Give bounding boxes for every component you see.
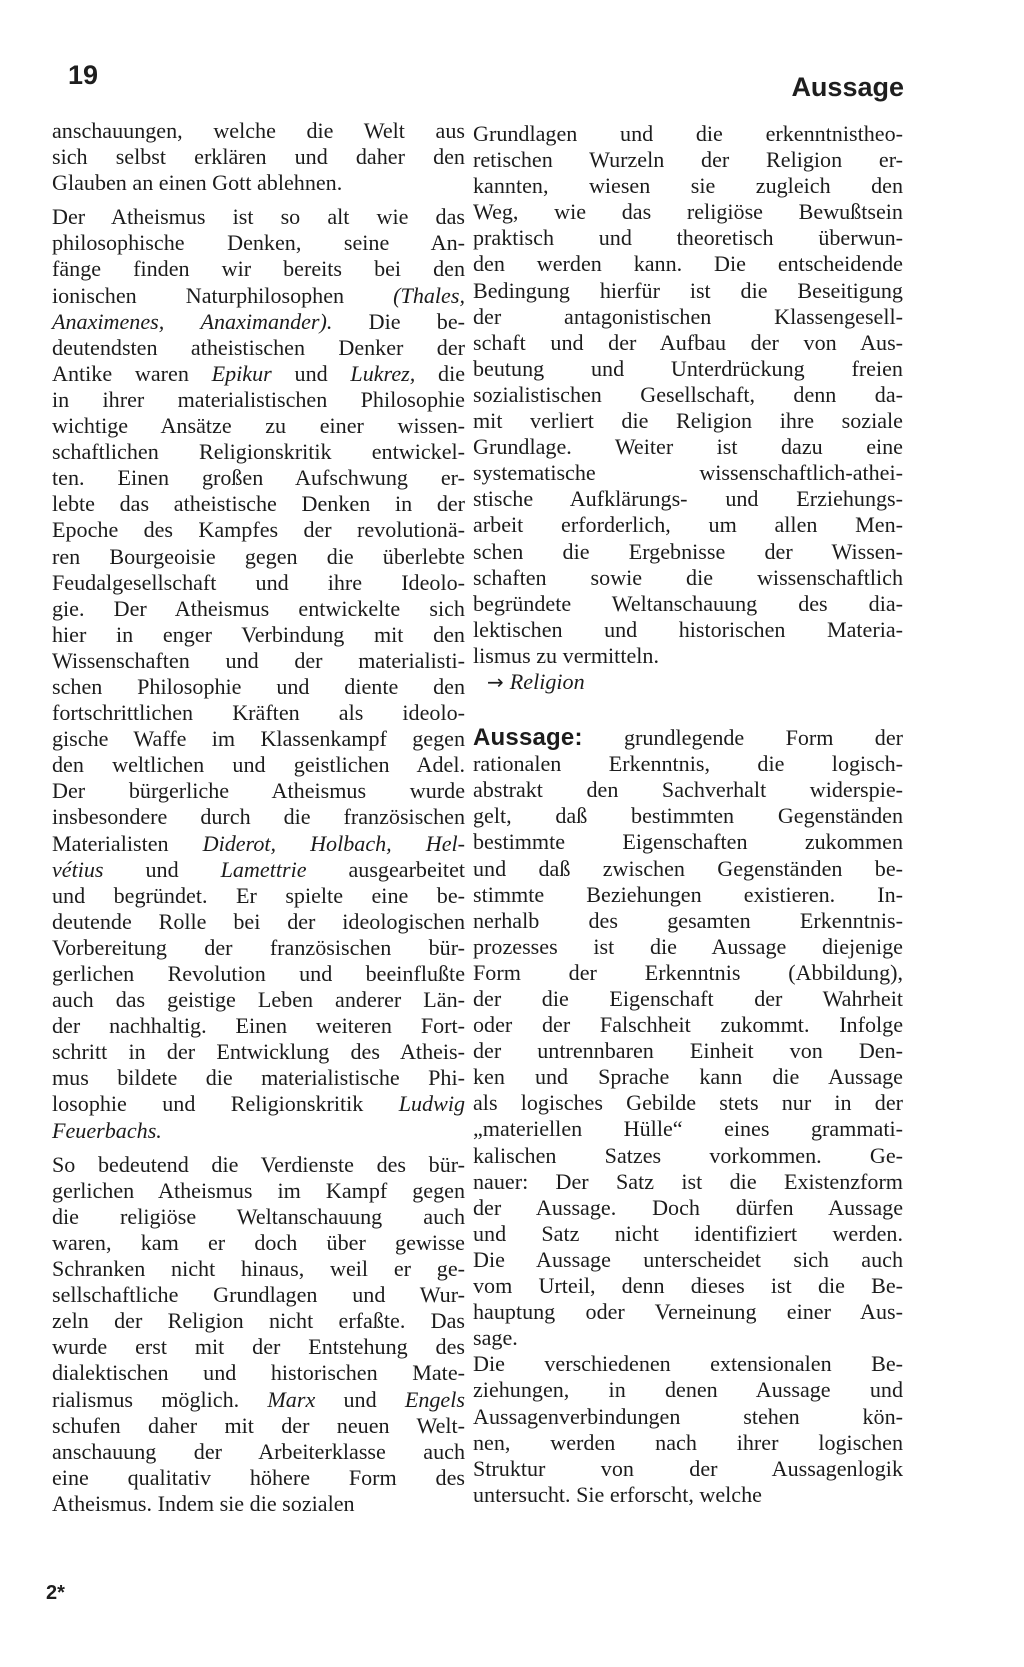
text-line: die religiöse Weltanschauung auch	[52, 1203, 465, 1229]
text-line: Weg, wie das religiöse Bewußtsein	[473, 199, 903, 225]
text-line: praktisch und theoretisch überwun-	[473, 225, 903, 251]
text-line: anschauungen, welche die Welt aus	[52, 118, 465, 143]
text-line: deutende Rolle bei der ideologischen	[52, 908, 465, 934]
paragraph	[473, 1351, 903, 1508]
text-line: begründete Weltanschauung des dia-	[473, 590, 903, 616]
text-line: Grundlage. Weiter ist dazu eine	[473, 434, 903, 460]
text-line: mit verliert die Religion ihre soziale	[473, 408, 903, 434]
text-line: stische Aufklärungs- und Erziehungs-	[473, 486, 904, 512]
text-line: nen, werden nach ihrer logischen	[473, 1429, 903, 1455]
text-line: Der Atheismus ist so alt wie das	[52, 204, 465, 230]
text-line: nerhalb des gesamten Erkenntnis-	[473, 907, 903, 933]
text-line: fortschrittlichen Kräften als ideolo-	[52, 700, 465, 726]
text-line: Feudalgesellschaft und ihre Ideolo-	[52, 569, 466, 595]
text-line: hauptung oder Verneinung einer Aus-	[473, 1299, 903, 1325]
text-line: als logisches Gebilde stets nur in der	[473, 1090, 903, 1116]
text-line: der untrennbaren Einheit von Den-	[473, 1038, 903, 1064]
text-line: den weltlichen und geistlichen Adel.	[52, 752, 465, 778]
text-line: kannten, wiesen sie zugleich den	[473, 173, 903, 199]
text-line: oder der Falschheit zukommt. Infolge	[473, 1012, 903, 1038]
text-line: Struktur von der Aussagenlogik	[473, 1455, 903, 1481]
running-head: Aussage	[791, 72, 904, 102]
paragraph	[52, 1152, 465, 1517]
text-line: schaftlichen Religionskritik entwickel-	[52, 439, 465, 465]
text-line: gerlichen Atheismus im Kampf gegen	[52, 1177, 466, 1203]
text-line: ten. Einen großen Aufschwung er-	[52, 465, 465, 491]
text-line: hier in enger Verbindung mit den	[52, 621, 465, 647]
text-line: schen die Ergebnisse der Wissen-	[473, 538, 903, 564]
text-line: und Satz nicht identifiziert werden.	[473, 1220, 903, 1246]
text-line: abstrakt den Sachverhalt widerspie-	[473, 777, 903, 803]
text-line: lismus zu vermitteln.	[473, 642, 659, 668]
text-line: Der bürgerliche Atheismus wurde	[52, 778, 465, 804]
text-line: dialektischen und historischen Mate-	[52, 1360, 465, 1386]
text-line: zeln der Religion nicht erfaßte. Das	[52, 1308, 466, 1334]
text-line: Schranken nicht hinaus, weil er ge-	[52, 1256, 466, 1282]
text-line: Wissenschaften und der materialisti-	[52, 647, 465, 673]
text-line: Atheismus. Indem sie die sozialen	[52, 1490, 355, 1516]
entry-first-line	[473, 725, 903, 751]
signature-mark: 2*	[46, 1582, 65, 1604]
text-line: deutendsten atheistischen Denker der	[52, 334, 465, 360]
text-line: schaften sowie die wissenschaftlich	[473, 564, 903, 590]
text-line: der antagonistischen Klassengesell-	[473, 303, 903, 329]
cross-reference-target: Religion	[509, 668, 585, 694]
text-line: insbesondere durch die französischen	[52, 804, 465, 830]
text-line: rationalen Erkenntnis, die logisch-	[473, 751, 903, 777]
text-line: gische Waffe im Klassenkampf gegen	[52, 726, 465, 752]
paragraph	[473, 121, 903, 669]
text-line: lebte das atheistische Denken in der	[52, 491, 466, 517]
text-line: losophie und Religionskritik Ludwig	[52, 1091, 466, 1117]
text-line: der die Eigenschaft der Wahrheit	[473, 986, 903, 1011]
text-line: eine qualitativ höhere Form des	[52, 1464, 465, 1490]
text-line: ziehungen, in denen Aussage und	[473, 1377, 903, 1403]
text-line: Form der Erkenntnis (Abbildung),	[473, 959, 903, 985]
text-line: Die verschiedenen extensionalen Be-	[473, 1351, 903, 1377]
text-line: sozialistischen Gesellschaft, denn da-	[473, 381, 903, 407]
text-line: bestimmte Eigenschaften zukommen	[473, 829, 903, 855]
page-number: 19	[68, 60, 99, 90]
text-line: Glauben an einen Gott ablehnen.	[52, 170, 343, 196]
text-line: sage.	[473, 1325, 518, 1351]
text-line: der Aussage. Doch dürfen Aussage	[473, 1194, 903, 1220]
text-line: der nachhaltig. Einen weiteren Fort-	[52, 1013, 465, 1039]
left-column	[52, 118, 465, 1517]
text-line: Anaximenes, Anaximander). Die be-	[52, 308, 465, 334]
text-line: untersucht. Sie erforscht, welche	[473, 1481, 762, 1507]
right-column	[473, 121, 903, 1508]
text-line: und begründet. Er spielte eine be-	[52, 882, 466, 908]
text-line: vétius und Lamettrie ausgearbeitet	[52, 856, 466, 882]
text-line: Aussagenverbindungen stehen kön-	[473, 1403, 903, 1429]
entry-headword: Aussage:	[473, 724, 583, 752]
paragraph	[52, 204, 465, 1143]
paragraph	[473, 751, 903, 1351]
text-line: Epoche des Kampfes der revolutionä-	[52, 517, 465, 543]
text-line: beutung und Unterdrückung freien	[473, 355, 903, 381]
text-line: sich selbst erklären und daher den	[52, 144, 465, 170]
text-line: rialismus möglich. Marx und Engels	[52, 1386, 465, 1412]
text-line: gie. Der Atheismus entwickelte sich	[52, 595, 465, 621]
text-line: anschauung der Arbeiterklasse auch	[52, 1438, 465, 1464]
text-line: systematische wissenschaftlich-athei-	[473, 460, 903, 486]
text-line: in ihrer materialistischen Philosophie	[52, 386, 465, 412]
text-line: schaft und der Aufbau der von Aus-	[473, 329, 904, 355]
text-line: philosophische Denken, seine An-	[52, 230, 465, 256]
text-line: und daß zwischen Gegenständen be-	[473, 855, 903, 881]
text-line: vom Urteil, denn dieses ist die Be-	[473, 1273, 903, 1299]
text-line: gelt, daß bestimmten Gegenständen	[473, 803, 903, 829]
arrow-right-icon: →	[487, 669, 504, 694]
text-line: auch das geistige Leben anderer Län-	[52, 987, 465, 1013]
text-line: nauer: Der Satz ist die Existenzform	[473, 1168, 903, 1194]
text-line: waren, kam er doch über gewisse	[52, 1229, 465, 1255]
text-line: gerlichen Revolution und beeinflußte	[52, 961, 466, 986]
text-line: prozesses ist die Aussage diejenige	[473, 933, 903, 959]
text-line: sellschaftliche Grundlagen und Wur-	[52, 1282, 466, 1308]
text-line: Grundlagen und die erkenntnistheo-	[473, 121, 903, 146]
text-line: ren Bourgeoisie gegen die überlebte	[52, 543, 465, 569]
text-line: Bedingung hierfür ist die Beseitigung	[473, 277, 903, 303]
entry-first-line-rest: grundlegende Form der	[623, 725, 903, 751]
text-line: schen Philosophie und diente den	[52, 673, 465, 699]
text-line: Die Aussage unterscheidet sich auch	[473, 1246, 903, 1272]
text-line: den werden kann. Die entscheidende	[473, 251, 903, 277]
text-line: lektischen und historischen Materia-	[473, 616, 904, 642]
text-line: Antike waren Epikur und Lukrez, die	[52, 360, 466, 386]
text-line: schritt in der Entwicklung des Atheis-	[52, 1039, 466, 1065]
text-line: „materiellen Hülle“ eines grammati-	[473, 1116, 903, 1142]
text-line: Feuerbachs.	[52, 1117, 162, 1143]
text-line: ken und Sprache kann die Aussage	[473, 1064, 903, 1090]
text-line: retischen Wurzeln der Religion er-	[473, 147, 903, 173]
text-line: So bedeutend die Verdienste des bür-	[52, 1151, 466, 1177]
text-line: ionischen Naturphilosophen (Thales,	[52, 282, 465, 308]
cross-reference[interactable]	[473, 669, 903, 695]
text-line: stimmte Beziehungen existieren. In-	[473, 881, 903, 907]
text-line: wurde erst mit der Entstehung des	[52, 1334, 465, 1360]
text-line: kalischen Satzes vorkommen. Ge-	[473, 1142, 903, 1168]
text-line: Materialisten Diderot, Holbach, Hel-	[52, 830, 465, 856]
text-line: schufen daher mit der neuen Welt-	[52, 1412, 466, 1438]
text-line: Vorbereitung der französischen bür-	[52, 934, 465, 960]
text-line: arbeit erforderlich, um allen Men-	[473, 512, 903, 538]
text-line: fänge finden wir bereits bei den	[52, 256, 466, 282]
text-line: mus bildete die materialistische Phi-	[52, 1065, 465, 1091]
paragraph	[52, 118, 465, 196]
text-line: wichtige Ansätze zu einer wissen-	[52, 413, 465, 439]
